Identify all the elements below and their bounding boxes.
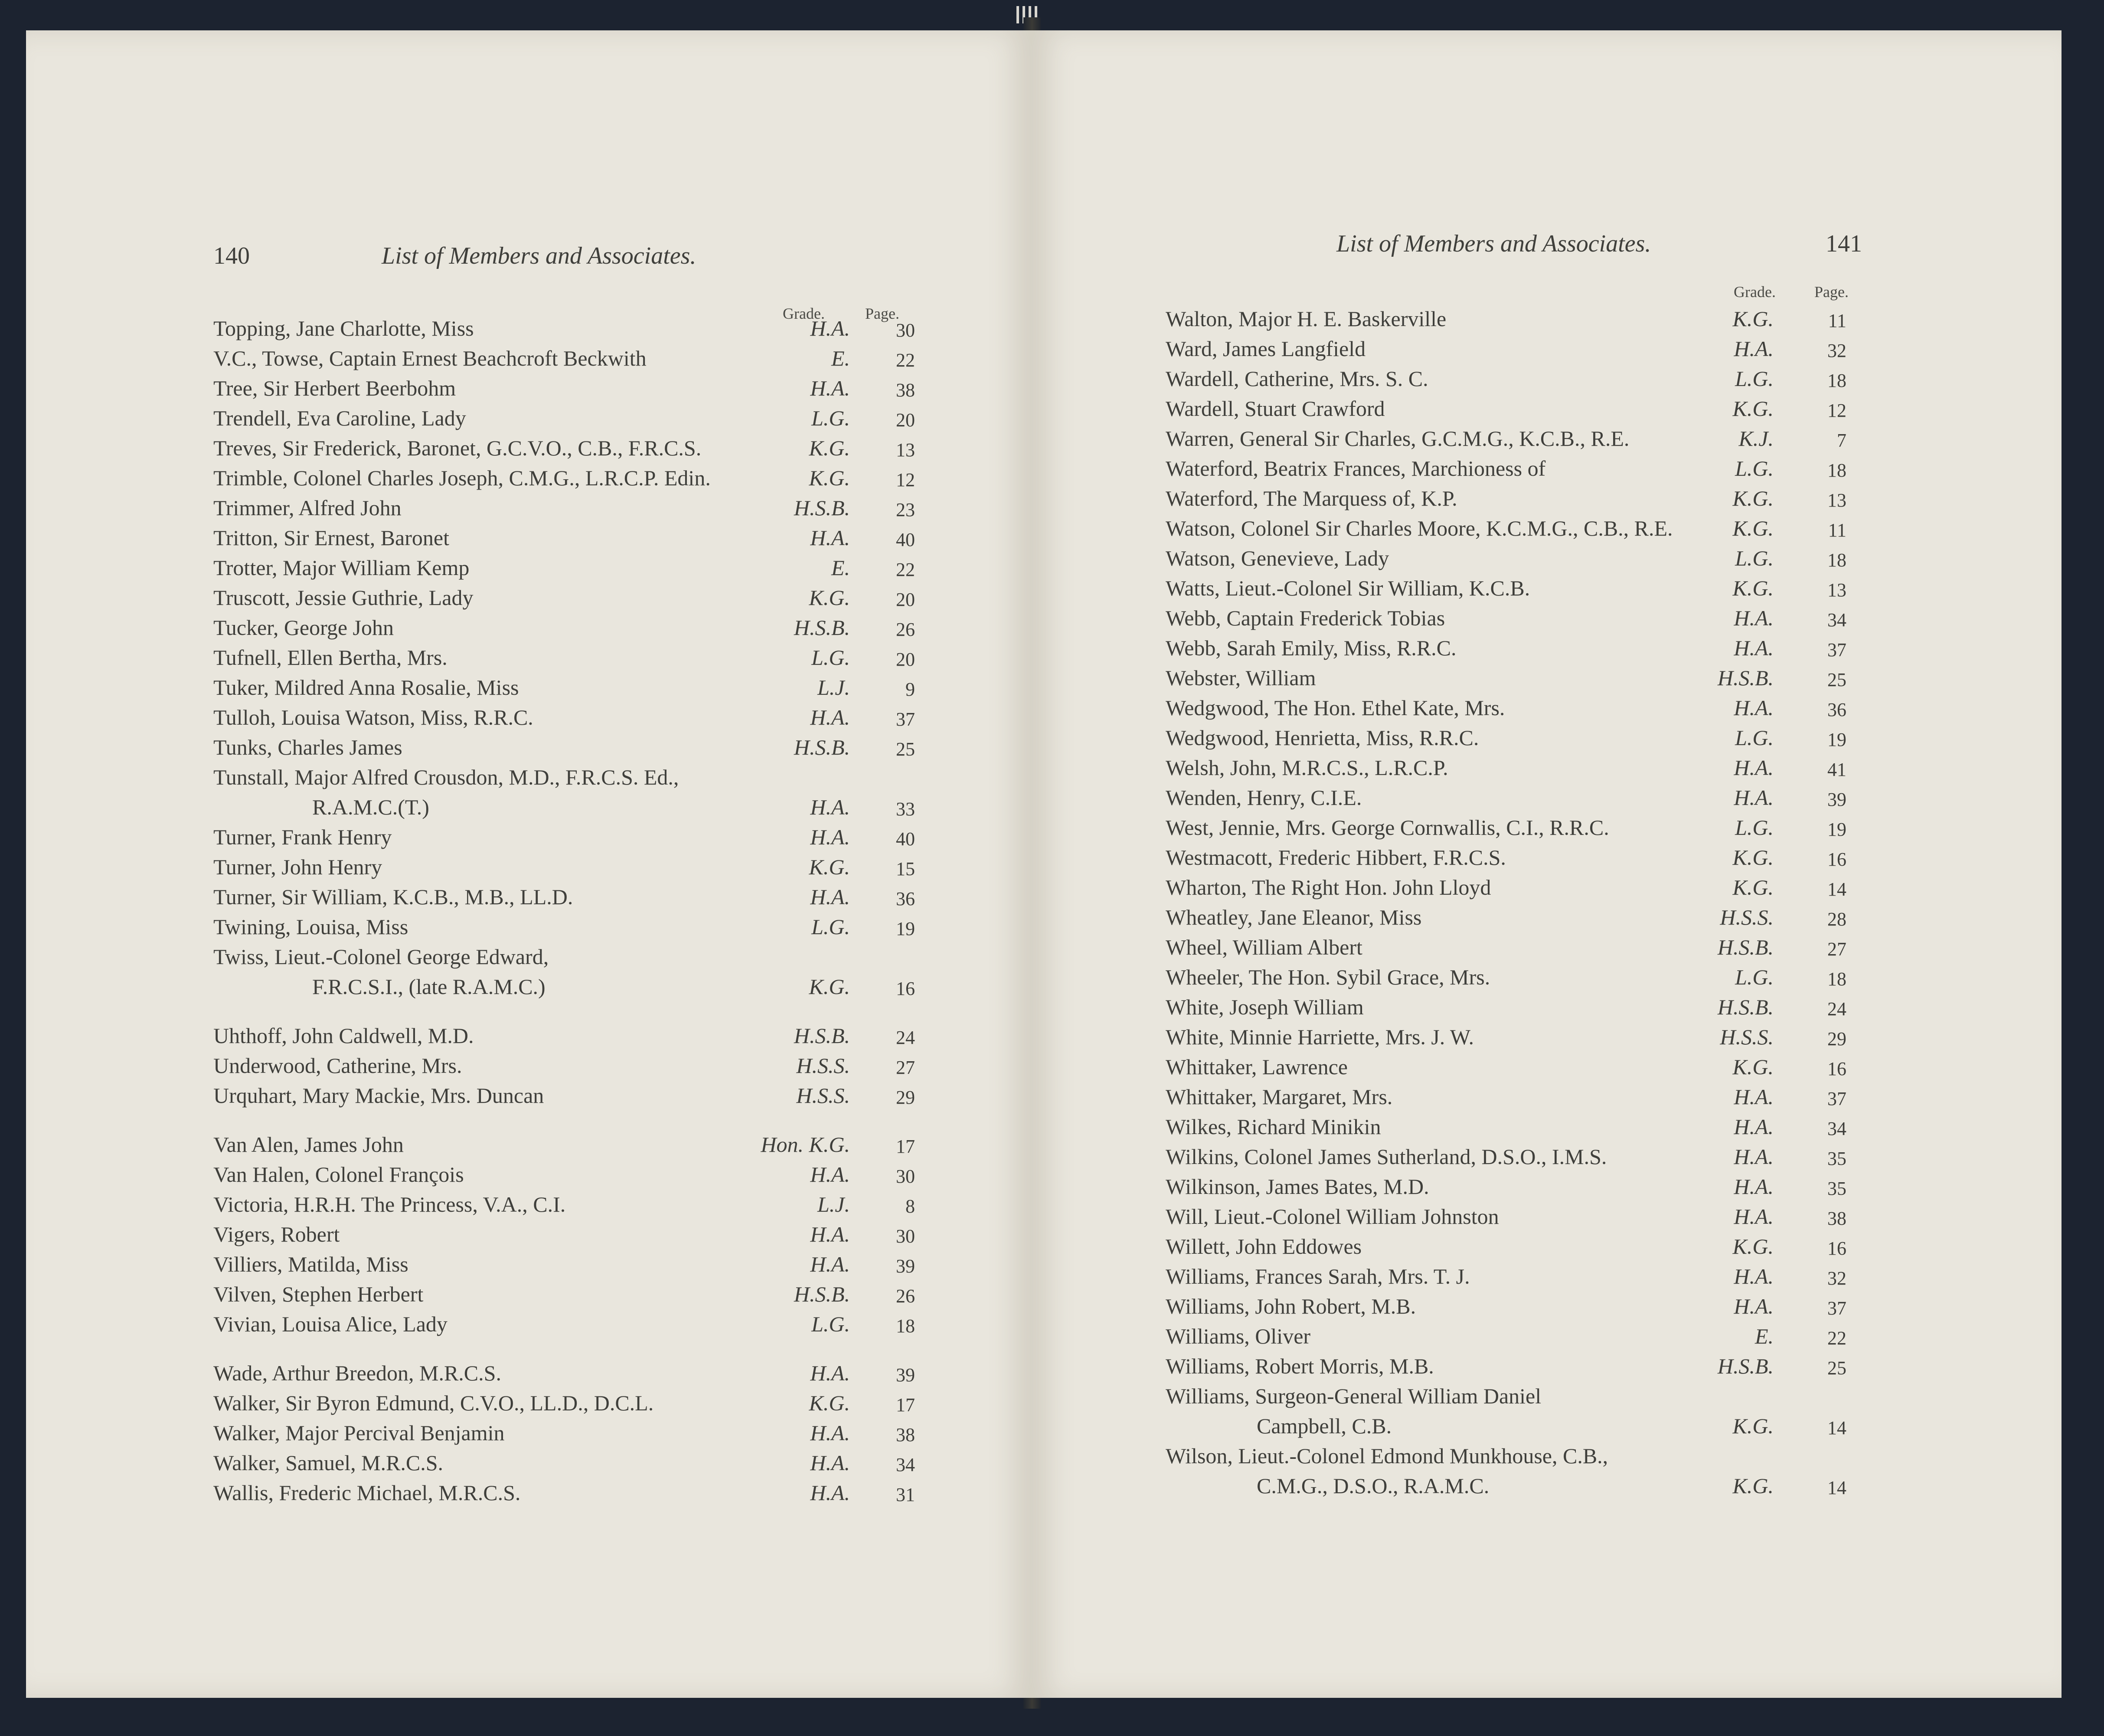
member-grade: H.A. [810,1162,850,1187]
member-name: Whittaker, Lawrence [1166,1055,1348,1079]
member-name: Willett, John Eddowes [1166,1234,1362,1259]
member-name: Warren, General Sir Charles, G.C.M.G., K.C.B., R.E. [1166,426,1630,451]
member-grade: H.A. [1734,1294,1774,1318]
member-page: 7 [1837,430,1846,451]
member-grade: K.G. [809,466,850,490]
member-grade: L.G. [811,406,850,430]
member-name: Walker, Samuel, M.R.C.S. [213,1451,444,1475]
page-column-header: Page. [1814,283,1849,301]
member-name: Whittaker, Margaret, Mrs. [1166,1085,1393,1109]
member-grade: L.G. [1735,726,1774,750]
member-name: Waterford, The Marquess of, K.P. [1166,486,1457,510]
member-name: Webb, Captain Frederick Tobias [1166,606,1445,630]
member-page: 11 [1828,310,1846,331]
member-name: Vilven, Stephen Herbert [213,1282,424,1306]
member-page: 16 [1827,849,1846,870]
member-grade: K.G. [1732,486,1774,510]
member-page: 32 [1827,340,1846,361]
member-grade: H.S.B. [1717,935,1774,959]
member-grade: H.A. [1734,337,1774,361]
member-name: White, Minnie Harriette, Mrs. J. W. [1166,1025,1474,1049]
member-name: Wilson, Lieut.-Colonel Edmond Munkhouse, C.B., [1166,1444,1608,1468]
member-page: 22 [1827,1327,1846,1349]
member-page: 19 [1827,729,1846,750]
member-page: 13 [896,439,915,461]
member-page: 39 [896,1255,915,1277]
member-name: Turner, Sir William, K.C.B., M.B., LL.D. [213,885,573,909]
member-name: Victoria, H.R.H. The Princess, V.A., C.I. [213,1192,566,1216]
member-page: 26 [896,1285,915,1307]
member-grade: L.G. [1735,456,1774,481]
member-grade: K.G. [1732,576,1774,600]
member-name: Twining, Louisa, Miss [213,915,408,939]
member-page: 27 [1827,938,1846,960]
member-grade: L.G. [811,915,850,939]
member-page: 37 [1827,1298,1846,1319]
member-name: Treves, Sir Frederick, Baronet, G.C.V.O., C.B., F.R.C.S. [213,436,702,460]
member-name: Wheatley, Jane Eleanor, Miss [1166,905,1422,929]
member-grade: L.G. [1735,366,1774,391]
member-name: Van Halen, Colonel François [213,1162,464,1187]
member-name: White, Joseph William [1166,995,1364,1019]
member-page: 12 [896,469,915,490]
member-page: 18 [1827,370,1846,391]
member-page: 18 [896,1315,915,1337]
member-name: C.M.G., D.S.O., R.A.M.C. [1257,1474,1490,1498]
member-name: Tunstall, Major Alfred Crousdon, M.D., F.R.C.S. Ed., [213,765,679,789]
member-name: Will, Lieut.-Colonel William Johnston [1166,1204,1499,1229]
member-grade: Hon. K.G. [761,1132,850,1157]
member-grade: H.A. [810,1451,850,1475]
member-grade: K.G. [1732,1414,1774,1438]
member-grade: E. [831,556,850,580]
member-grade: H.S.B. [1717,666,1774,690]
member-grade: H.A. [1734,1085,1774,1109]
member-page: 36 [896,888,915,909]
member-grade: K.G. [809,436,850,460]
member-page: 30 [896,1226,915,1247]
member-grade: H.A. [810,1481,850,1505]
member-name: Trendell, Eva Caroline, Lady [213,406,466,430]
member-name: Villiers, Matilda, Miss [213,1252,408,1276]
member-page: 24 [896,1027,915,1048]
member-grade: H.A. [810,795,850,819]
member-name: Tuker, Mildred Anna Rosalie, Miss [213,675,519,700]
member-name: Wheel, William Albert [1166,935,1362,959]
grade-column-header: Grade. [783,305,825,322]
member-name: Trimble, Colonel Charles Joseph, C.M.G., L.R.C.P. Edin. [213,466,711,490]
member-name: Tunks, Charles James [213,735,402,759]
member-page: 34 [1827,609,1846,631]
member-name: Watson, Genevieve, Lady [1166,546,1389,570]
member-grade: H.S.B. [794,615,850,640]
member-name: Tritton, Sir Ernest, Baronet [213,526,449,550]
member-grade: H.A. [1734,1204,1774,1229]
member-grade: K.J. [1738,426,1774,451]
member-grade: K.G. [1732,1234,1774,1259]
member-grade: H.S.B. [1717,995,1774,1019]
member-grade: L.J. [817,1192,850,1216]
member-grade: H.S.S. [796,1053,850,1078]
member-name: Webb, Sarah Emily, Miss, R.R.C. [1166,636,1457,660]
member-name: Trotter, Major William Kemp [213,556,470,580]
member-grade: H.A. [810,316,850,340]
member-page: 40 [896,828,915,850]
member-page: 18 [1827,460,1846,481]
member-name: Topping, Jane Charlotte, Miss [213,316,474,340]
member-grade: H.A. [1734,1115,1774,1139]
member-page: 40 [896,529,915,550]
member-grade: H.A. [1734,785,1774,810]
member-grade: K.G. [809,855,850,879]
member-name: Twiss, Lieut.-Colonel George Edward, [213,945,549,969]
member-name: Underwood, Catherine, Mrs. [213,1053,462,1078]
member-page: 14 [1827,879,1846,900]
member-name: Watts, Lieut.-Colonel Sir William, K.C.B. [1166,576,1530,600]
member-page: 19 [1827,819,1846,840]
member-name: R.A.M.C.(T.) [312,795,429,819]
left-page [26,30,1031,1698]
member-name: Truscott, Jessie Guthrie, Lady [213,585,474,610]
member-grade: H.S.S. [1720,1025,1774,1049]
member-name: Tulloh, Louisa Watson, Miss, R.R.C. [213,705,533,729]
member-page: 35 [1827,1148,1846,1169]
member-grade: H.A. [1734,1144,1774,1169]
member-page: 39 [1827,789,1846,810]
member-page: 14 [1827,1417,1846,1438]
member-grade: H.A. [810,1252,850,1276]
member-page: 18 [1827,968,1846,990]
member-page: 30 [896,1166,915,1187]
member-page: 39 [896,1364,915,1386]
member-grade: E. [1754,1324,1774,1348]
member-page: 36 [1827,699,1846,720]
member-name: Turner, Frank Henry [213,825,392,849]
member-name: Walker, Sir Byron Edmund, C.V.O., LL.D., D.C.L. [213,1391,654,1415]
member-page: 24 [1827,998,1846,1020]
member-name: V.C., Towse, Captain Ernest Beachcroft Beckwith [213,346,647,370]
member-page: 30 [896,320,915,341]
member-name: Vigers, Robert [213,1222,340,1246]
member-page: 14 [1827,1477,1846,1498]
member-page: 19 [896,918,915,939]
member-name: Vivian, Louisa Alice, Lady [213,1312,448,1336]
member-grade: K.G. [1732,516,1774,540]
member-page: 23 [896,499,915,520]
member-grade: K.G. [1732,1474,1774,1498]
member-grade: L.G. [1735,965,1774,989]
member-page: 17 [896,1394,915,1416]
member-grade: K.G. [1732,845,1774,870]
member-page: 35 [1827,1178,1846,1199]
member-name: Williams, Frances Sarah, Mrs. T. J. [1166,1264,1470,1288]
member-grade: H.A. [1734,1264,1774,1288]
member-page: 15 [896,858,915,879]
member-name: Wardell, Stuart Crawford [1166,396,1385,421]
member-grade: K.G. [809,1391,850,1415]
member-grade: H.A. [1734,696,1774,720]
member-grade: K.G. [1732,875,1774,899]
member-name: F.R.C.S.I., (late R.A.M.C.) [312,974,546,999]
member-page: 12 [1827,400,1846,421]
member-grade: H.A. [810,1361,850,1385]
member-name: Wheeler, The Hon. Sybil Grace, Mrs. [1166,965,1490,989]
member-name: Wilkes, Richard Minikin [1166,1115,1381,1139]
member-grade: K.G. [1732,396,1774,421]
member-page: 29 [1827,1028,1846,1049]
member-grade: L.G. [811,645,850,670]
page-number: 140 [213,242,250,269]
member-grade: H.A. [810,885,850,909]
member-name: Trimmer, Alfred John [213,496,402,520]
member-page: 17 [896,1136,915,1157]
member-page: 16 [1827,1058,1846,1079]
member-page: 31 [896,1484,915,1505]
member-grade: H.S.B. [794,1023,850,1048]
member-name: Tufnell, Ellen Bertha, Mrs. [213,645,448,670]
member-page: 16 [1827,1238,1846,1259]
member-page: 20 [896,589,915,610]
member-page: 18 [1827,549,1846,571]
member-page: 38 [1827,1208,1846,1229]
member-name: Walker, Major Percival Benjamin [213,1421,505,1445]
member-page: 22 [896,350,915,371]
member-page: 20 [896,649,915,670]
member-page: 38 [896,1424,915,1445]
member-name: Tucker, George John [213,615,394,640]
member-name: Wedgwood, Henrietta, Miss, R.R.C. [1166,726,1479,750]
member-name: Turner, John Henry [213,855,382,879]
member-page: 20 [896,409,915,431]
member-grade: L.G. [1735,815,1774,840]
page-number: 141 [1826,230,1862,257]
member-name: Tree, Sir Herbert Beerbohm [213,376,456,400]
member-page: 25 [896,739,915,760]
member-name: Walton, Major H. E. Baskerville [1166,307,1447,331]
member-name: Williams, Surgeon-General William Daniel [1166,1384,1542,1408]
running-title: List of Members and Associates. [1336,230,1651,257]
member-page: 25 [1827,669,1846,690]
grade-column-header: Grade. [1734,283,1776,301]
member-page: 29 [896,1087,915,1108]
member-name: Campbell, C.B. [1257,1414,1392,1438]
member-page: 26 [896,619,915,640]
member-page: 16 [896,978,915,999]
running-title: List of Members and Associates. [382,242,696,269]
member-grade: K.G. [809,585,850,610]
member-grade: K.G. [809,974,850,999]
member-grade: K.G. [1732,1055,1774,1079]
member-grade: H.A. [810,825,850,849]
member-grade: K.G. [1732,307,1774,331]
member-name: Waterford, Beatrix Frances, Marchioness of [1166,456,1546,481]
member-name: Ward, James Langfield [1166,337,1366,361]
member-page: 13 [1827,490,1846,511]
member-name: Wedgwood, The Hon. Ethel Kate, Mrs. [1166,696,1505,720]
member-grade: H.A. [810,526,850,550]
member-name: Watson, Colonel Sir Charles Moore, K.C.M.G., C.B., R.E. [1166,516,1673,540]
right-page [1031,30,2062,1698]
member-page: 37 [1827,639,1846,660]
member-name: Wilkins, Colonel James Sutherland, D.S.O., I.M.S. [1166,1144,1607,1169]
member-name: Wenden, Henry, C.I.E. [1166,785,1362,810]
member-page: 32 [1827,1268,1846,1289]
member-page: 25 [1827,1357,1846,1379]
member-name: Van Alen, James John [213,1132,404,1157]
member-grade: H.S.S. [1720,905,1774,929]
member-name: Uhthoff, John Caldwell, M.D. [213,1023,474,1048]
member-grade: H.A. [1734,755,1774,780]
member-name: West, Jennie, Mrs. George Cornwallis, C.I., R.R.C. [1166,815,1609,840]
member-grade: H.A. [1734,636,1774,660]
member-page: 34 [1827,1118,1846,1139]
member-page: 37 [1827,1088,1846,1109]
member-grade: E. [831,346,850,370]
member-grade: L.G. [1735,546,1774,570]
member-name: Welsh, John, M.R.C.S., L.R.C.P. [1166,755,1448,780]
member-name: Williams, Robert Morris, M.B. [1166,1354,1434,1378]
member-name: Wardell, Catherine, Mrs. S. C. [1166,366,1428,391]
member-name: Williams, Oliver [1166,1324,1311,1348]
member-name: Williams, John Robert, M.B. [1166,1294,1416,1318]
member-grade: H.A. [1734,606,1774,630]
member-grade: H.S.B. [1717,1354,1774,1378]
member-page: 22 [896,559,915,580]
member-name: Wilkinson, James Bates, M.D. [1166,1174,1429,1199]
member-name: Wharton, The Right Hon. John Lloyd [1166,875,1491,899]
member-grade: H.S.B. [794,1282,850,1306]
member-page: 41 [1827,759,1846,780]
member-page: 34 [896,1454,915,1475]
member-grade: H.A. [810,1421,850,1445]
member-page: 9 [905,679,915,700]
member-page: 38 [896,379,915,401]
member-name: Wade, Arthur Breedon, M.R.C.S. [213,1361,501,1385]
member-grade: H.S.S. [796,1083,850,1108]
member-grade: L.J. [817,675,850,700]
member-name: Webster, William [1166,666,1316,690]
member-page: 27 [896,1057,915,1078]
member-page: 33 [896,798,915,820]
member-grade: H.A. [810,1222,850,1246]
member-grade: H.S.B. [794,496,850,520]
member-name: Wallis, Frederic Michael, M.R.C.S. [213,1481,521,1505]
member-page: 11 [1828,520,1846,541]
member-page: 8 [905,1196,915,1217]
member-page: 28 [1827,909,1846,930]
member-grade: H.A. [1734,1174,1774,1199]
member-page: 13 [1827,579,1846,601]
member-grade: H.A. [810,705,850,729]
page-column-header: Page. [865,305,899,322]
member-page: 37 [896,709,915,730]
member-grade: H.S.B. [794,735,850,759]
member-name: Westmacott, Frederic Hibbert, F.R.C.S. [1166,845,1506,870]
member-name: Urquhart, Mary Mackie, Mrs. Duncan [213,1083,544,1108]
member-grade: H.A. [810,376,850,400]
member-grade: L.G. [811,1312,850,1336]
